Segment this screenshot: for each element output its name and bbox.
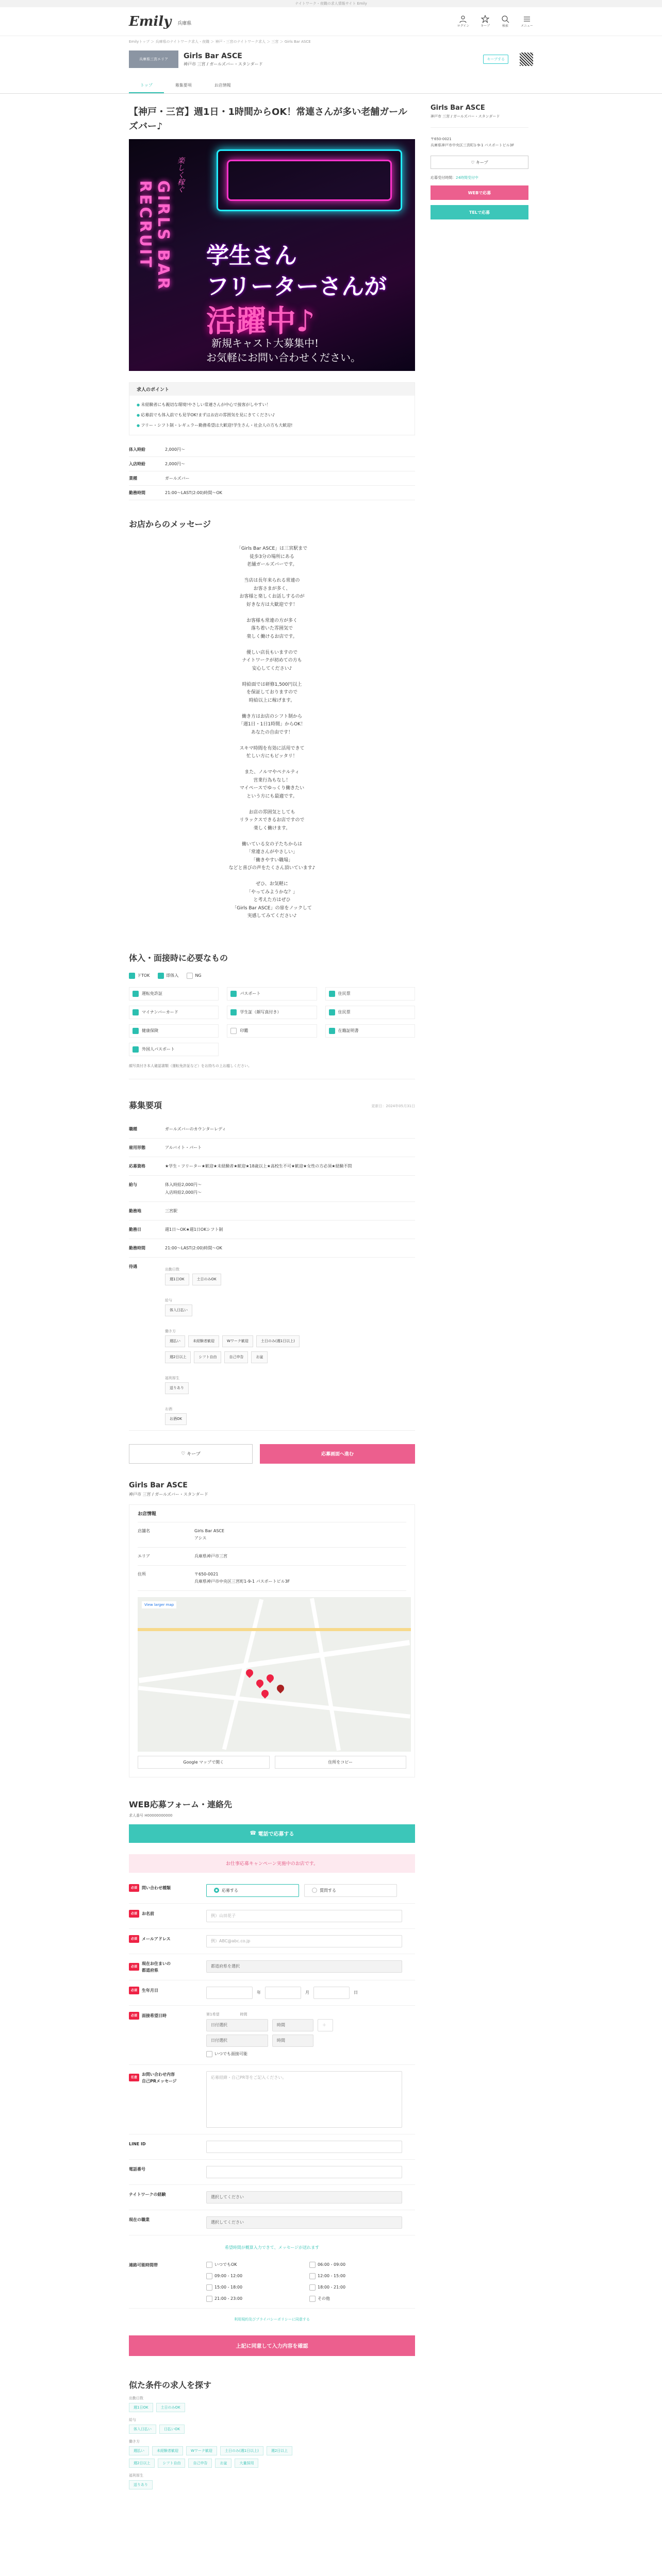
similar-tag[interactable]: 土日のみ(週1日以上) — [220, 2446, 263, 2455]
topbar: ナイトワーク・夜職の求人情報サイト Emily — [0, 0, 662, 7]
benefit-tag: 土日のみ(週1日以上) — [256, 1335, 300, 1347]
requirements-note: 顔写真付き本人確認書類（運転免許証など）をお持ちの上お越しください。 — [129, 1063, 252, 1068]
benefit-tag: 未経験者歓迎 — [188, 1335, 219, 1347]
qr-code-icon — [520, 53, 533, 66]
shop-info-category: 神戸市 三宮 / ガールズバー・スタンダード — [129, 1492, 208, 1497]
similar-tag[interactable]: 日払いOK — [159, 2425, 185, 2434]
campaign-banner: お仕事応募キャンペーン実施中のお店です。 — [129, 1854, 415, 1873]
job-point: ● 応募前でも体入前でも見学OK!まずはお店の雰囲気を見にきてください♪ — [137, 410, 407, 420]
recruit-row: 勤務地 三宮駅 — [129, 1202, 415, 1221]
tab-top[interactable]: トップ — [129, 78, 164, 93]
requirement-item: 運転免許証 — [129, 987, 219, 1001]
job-points — [129, 382, 415, 435]
summary-table — [129, 443, 415, 500]
benefit-tag: 送りあり — [165, 1382, 189, 1394]
similar-tag[interactable]: 大量採用 — [235, 2459, 258, 2468]
availability-note: 希望時間が概算入力できて、メッセージが送れます — [224, 2245, 320, 2250]
similar-tag[interactable]: Wワーク歓迎 — [186, 2446, 217, 2455]
inquiry-type-question[interactable]: 質問する — [304, 1884, 397, 1897]
anytime-interview-checkbox[interactable]: いつでも面接可能 — [206, 2051, 247, 2057]
summary-row: 入店時給 2,000円〜 — [129, 457, 415, 471]
apply-button[interactable]: 応募画面へ進む — [260, 1444, 415, 1464]
shop-category: 神戸市 三宮 / ガールズバー・スタンダード — [184, 61, 263, 66]
search-icon — [501, 15, 509, 23]
heart-icon: ♡ — [181, 1451, 187, 1456]
similar-tag[interactable]: 未経験者歓迎 — [152, 2446, 183, 2455]
tel-apply-button[interactable]: ☎ 電話で応募する — [129, 1824, 415, 1843]
benefit-tag: 土日のみOK — [192, 1274, 221, 1285]
summary-row: 勤務時間 21:00〜LAST(2:00)時間〜OK — [129, 486, 415, 500]
benefit-tag: 自己申告 — [224, 1351, 248, 1363]
recruit-row: 勤務日 週1日〜OK★週1日OKシフト制 — [129, 1221, 415, 1239]
keep-button[interactable]: ♡ キープ — [129, 1444, 253, 1464]
add-date-button[interactable]: ＋ — [318, 2019, 333, 2031]
side-keep-button[interactable]: ♡ キープ — [431, 156, 528, 169]
check-icon — [187, 973, 193, 979]
choice-ng: NG — [187, 973, 201, 979]
hero-line3: 活躍中♪ — [206, 303, 316, 338]
similar-tag[interactable]: 送りあり — [129, 2480, 153, 2489]
contact-time-options — [206, 2262, 402, 2302]
similar-tag[interactable]: シフト自由 — [158, 2459, 185, 2468]
shop-info-name: Girls Bar ASCE — [129, 1481, 188, 1489]
interview-date-select-2[interactable]: 日付選択 — [206, 2035, 268, 2047]
benefit-tag: 週1日OK — [165, 1274, 189, 1285]
hero-line2: フリーターさんが — [206, 274, 387, 300]
time-option[interactable]: 21:00 - 23:00 — [206, 2296, 299, 2302]
job-point: ● 未経験者にも親切な環境!やさしい常連さんが中心で接客がしやすい！ — [137, 400, 407, 410]
requirements-heading: 体入・面接時に必要なもの — [129, 953, 228, 963]
benefit-tag: Wワーク歓迎 — [222, 1335, 253, 1347]
requirement-item: パスポート — [227, 987, 317, 1001]
job-title: 【神戸・三宮】週1日・1時間からOK！常連さんが多い老舗ガールズバー♪ — [129, 107, 407, 132]
requirement-item: 印鑑 — [227, 1024, 317, 1038]
recruit-row: 勤務時間 21:00〜LAST(2:00)時間〜OK — [129, 1239, 415, 1258]
shop-bar — [0, 47, 662, 71]
side-web-apply-button[interactable]: WEBで応募 — [431, 185, 528, 200]
tab-recruit[interactable]: 募集要項 — [175, 83, 192, 88]
hero-line4: 新規キャスト大募集中! — [211, 337, 319, 349]
requirement-item: 学生証（顔写真付き） — [227, 1006, 317, 1019]
login-button[interactable] — [457, 15, 470, 28]
phone-input[interactable] — [206, 2166, 402, 2178]
similar-tag[interactable]: 土日のみOK — [156, 2403, 185, 2412]
inquiry-type-apply[interactable]: 応募する — [206, 1884, 299, 1897]
similar-heading: 似た条件の求人を探す — [129, 2380, 212, 2390]
time-option[interactable]: 09:00 - 12:00 — [206, 2273, 299, 2279]
time-option[interactable]: 12:00 - 15:00 — [309, 2273, 402, 2279]
keep-list-button[interactable] — [481, 15, 490, 28]
occupation-select[interactable]: 選択してください — [206, 2216, 402, 2229]
requirement-item: 健康保険 — [129, 1024, 219, 1038]
birth-day-input[interactable] — [313, 1987, 350, 1999]
time-option[interactable]: いつでもOK — [206, 2262, 299, 2268]
prefecture-select[interactable]: 都道府県を選択 — [206, 1960, 402, 1973]
search-button[interactable] — [501, 15, 509, 28]
menu-button[interactable] — [521, 15, 533, 28]
login-label: ログイン — [457, 24, 470, 28]
shop-name: Girls Bar ASCE — [184, 52, 242, 60]
requirement-item: 在籍証明書 — [325, 1024, 415, 1038]
requirement-item: 住民票 — [325, 987, 415, 1001]
recruit-row: 応募資格 ★学生・フリーター★歓迎★未経験者★歓迎★18歳以上★高校生不可★歓迎★女性の方必須★経験不問 — [129, 1157, 415, 1176]
benefit-tag: お盆 — [251, 1351, 268, 1363]
similar-tag[interactable]: 週払い — [129, 2446, 149, 2455]
side-address: 〒650-0021 兵庫県神戸市中央区三宮町1-9-1 パスポートビル3F — [431, 137, 515, 147]
check-icon — [158, 973, 164, 979]
interview-time-select-2[interactable]: 時間 — [272, 2035, 313, 2047]
requirements-box — [129, 973, 415, 1079]
interview-time-select[interactable]: 時間 — [272, 2019, 313, 2031]
submit-button[interactable]: 上記に同意して入力内容を確認 — [129, 2335, 415, 2356]
map-view-larger[interactable]: View larger map — [142, 1601, 176, 1608]
hero-handwritten: 楽しく稼ぐ — [176, 157, 185, 193]
requirement-item: 住民票 — [325, 1006, 415, 1019]
time-option[interactable]: その他 — [309, 2296, 402, 2302]
similar-tags: 出勤日数 週1日OK 土日のみOK 給与 体入日払い 日払いOK 働き方 週払い 未経験者歓迎 Wワーク歓迎 土日のみ(週1日以上) 週2日以上 週2日以上 シフト自由 自己申告 お盆 大量採用 福利厚生 送りあり — [129, 2396, 415, 2489]
hero-line1: 学生さん — [206, 243, 297, 269]
job-point: ● フリー・シフト制・レギュラー勤務希望は大歓迎!学生さん・社会人の方も大歓迎! — [137, 420, 407, 431]
recruit-heading: 募集要項 — [129, 1100, 162, 1110]
area-label[interactable]: 兵庫県 — [177, 21, 192, 26]
copy-address-button[interactable]: 住所をコピー — [275, 1756, 407, 1769]
requirement-item: マイナンバーカード — [129, 1006, 219, 1019]
benefit-tag: 週2日以上 — [165, 1351, 191, 1363]
breadcrumb[interactable]: Emilyトップ ＞ 兵庫県のナイトワーク求人・夜職 ＞ 神戸・三宮のナイトワーク求人 ＞ 三宮 ＞ Girls Bar ASCE — [129, 40, 311, 44]
site-header — [0, 7, 662, 36]
menu-icon — [523, 15, 531, 23]
side-shop-category: 神戸市 三宮 / ガールズバー・スタンダード — [431, 114, 500, 118]
hero-image — [129, 139, 415, 371]
line-id-input[interactable] — [206, 2141, 402, 2153]
recruit-row: 給与 体入時給2,000円〜 入店時給2,000円〜 — [129, 1176, 415, 1202]
star-icon — [481, 15, 489, 23]
form-heading: WEB応募フォーム・連絡先 — [129, 1799, 232, 1809]
choice-ok: ドTOK — [129, 973, 150, 979]
message-textarea[interactable]: 応募経緯・自己PR等をご記入ください。 — [206, 2071, 402, 2128]
similar-tag[interactable]: 週1日OK — [129, 2403, 153, 2412]
requirement-item: 外国人パスポート — [129, 1043, 219, 1056]
recruit-table — [129, 1120, 415, 1431]
open-google-maps-button[interactable]: Google マップで開く — [138, 1756, 270, 1769]
shop-info-section: Girls Bar ASCE 神戸市 三宮 / ガールズバー・スタンダード お店情報 店舗名 Girls Bar ASCE アシス エリア 兵庫県神戸市三宮 住所 〒650-0021 兵庫県神戸市中央区三宮町1-9-1 パスポートビル3F View larger map Google マップで開く 住所をコピー — [129, 1481, 415, 1777]
keep-shop-button[interactable]: キープする — [483, 55, 508, 64]
email-input[interactable]: 例）ABC@abc.co.jp — [206, 1935, 402, 1947]
hero-line5: お気軽にお問い合わせください。 — [206, 351, 361, 364]
updated-date: 更新日：2024年05月31日 — [371, 1104, 415, 1108]
google-map[interactable] — [138, 1597, 411, 1752]
similar-tag[interactable]: お盆 — [215, 2459, 231, 2468]
phone-icon: ☎ — [250, 1831, 258, 1836]
form-subtitle: 求人番号 H00000000000 — [129, 1813, 173, 1818]
application-form: 必須 問い合わせ種類 応募する 質問する 必須 お名前 例）山田花子 必須 メールアドレス 例）ABC@abc.co.jp 必須 現在お住まいの 都道府県 都道府県を選択 必須 生年月日 年 月 日 必須 面接希望日時 第1希望 時間 日付選択 時間 ＋ 日付選択 時間 いつでも面接可能 任意 お問い合わせ内容 自己PRメッセージ 応募経緯・自己PR等をご記入ください。 LINE ID 電話番号 ナイトワークの経験 選択してください 現在の職業 選択してください — [129, 1878, 415, 2235]
shop-info-heading: お店情報 — [138, 1505, 406, 1522]
birth-year-input[interactable] — [206, 1987, 253, 1999]
similar-tag[interactable]: 週2日以上 — [267, 2446, 292, 2455]
time-option[interactable]: 06:00 - 09:00 — [309, 2262, 402, 2268]
shop-message: 「Girls Bar ASCE」は三宮駅まで 徒歩3分の場所にある 老舗ガールズバーです。 当店は長年来られる常連の お客さまが多く、 お客様と楽しくお話しするのが 好きな方は大歓迎です！ お客様も常連の方が多く 落ち着いた雰囲気で 楽しく働けるお店です。 優しい店長もいますので ナイトワークが初めての方も 安心してください♪ 時給面では研修1,500円以上 を保証しておりますので 時給以上に稼げます。 働き方はお店のシフト制から 「週1日・1日1時間」からOK！ あなたの自由です！ スキマ時間を有効に活用できて 忙しい方にもピッタリ！ また、ノルマやペナルティ 営業行為もなし！ マイペースでゆっくり働きたい という方にも最適です。 お店の雰囲気としても リラックスできるお店ですので 楽しく働けます。 働いている女の子たちからは 「常連さんがやさしい」 「働きやすい職場」 などと喜びの声をたくさん頂いています♪ ぜひ、お気軽に 「やってみようかな？」 と考えた方はぜひ 「Girls Bar ASCE」の扉をノックして 実感してみてください♪ — [228, 546, 316, 919]
recruit-row: 雇用形態 アルバイト・パート — [129, 1139, 415, 1157]
sidebar: Girls Bar ASCE 神戸市 三宮 / ガールズバー・スタンダード 〒650-0021 兵庫県神戸市中央区三宮町1-9-1 パスポートビル3F ♡ キープ 応募受付時間：24時間受付中 WEBで応募 TELで応募 — [431, 94, 528, 2489]
menu-label: メニュー — [520, 24, 533, 28]
page-tabs — [0, 78, 662, 94]
keep-label: キープ — [481, 24, 490, 28]
benefit-tag: 体入日払い — [165, 1304, 192, 1316]
message-heading: お店からのメッセージ — [129, 519, 211, 529]
benefit-tag: お酒OK — [165, 1413, 187, 1425]
similar-tag[interactable]: 週2日以上 — [129, 2459, 155, 2468]
experience-select[interactable]: 選択してください — [206, 2191, 402, 2204]
user-icon — [459, 15, 467, 23]
job-points-heading: 求人のポイント — [129, 383, 415, 396]
benefits-row: 待遇 出勤日数 週1日OK 土日のみOK 給与 体入日払い 働き方 週払い 未経験者歓迎 Wワーク歓迎 土日のみ(週1日以上) 週2日以上 シフト自由 自己申告 お盆 福利厚生 送りあり お酒 お酒OK — [129, 1258, 415, 1431]
time-option[interactable]: 18:00 - 21:00 — [309, 2284, 402, 2291]
shop-thumbnail: 兵庫県三宮エリア — [129, 50, 178, 68]
recruit-row: 職種 ガールズバーのカウンターレディ — [129, 1120, 415, 1139]
interview-date-select[interactable]: 日付選択 — [206, 2019, 268, 2031]
main-content: 【神戸・三宮】週1日・1時間からOK！常連さんが多い老舗ガールズバー♪ 楽しく稼ぐ GIRLS BAR RECRUIT 学生さん フリーターさんが 活躍中♪ 新規キャスト大募集中! お気軽にお問い合わせください。 求人のポイント ● 未経験者にも親切な環境!やさしい常連さんが中心で接客がしやすい！ ● 応募前でも体入前でも見学OK!まずはお店の雰囲気を見にきてください♪ ● フリー・シフト制・レギュラー勤務希望は大歓迎!学生さん・社会人の方も大歓迎! 体入時給 2,000円〜 入店時給 2,000円〜 業種 ガールズバー 勤務時間 21:00〜LAST(2:00)時間〜OK お店からのメッセージ 「Girls Bar ASCE」は三宮駅まで 徒歩3分の場所にある 老舗ガールズバーです。 当店は長年来られる常連の お客さまが多く、 お客様と楽しくお話しするのが 好きな方は大歓迎です！ お客様も常連の方が多く 落ち着いた雰囲気で 楽しく働けるお店です。 優しい店長もいますので ナイトワークが初めての方も 安心してください♪ 時給面では研修1,500円以上 を保証しておりますので 時給以上に稼げます。 働き方はお店のシフト制から 「週1日・1日1時間」からOK！ あなたの自由です！ スキマ時間を有効に活用できて 忙しい方にもピッタリ！ また、ノルマやペナルティ 営業行為もなし！ マイペースでゆっくり働きたい という方にも最適です。 お店の雰囲気としても リラックスできるお店ですので 楽しく働けます。 働いている女の子たちからは 「常連さんがやさしい」 「働きやすい職場」 などと喜びの声をたくさん頂いています♪ ぜひ、お気軽に 「やってみようかな？」 と考えた方はぜひ 「Girls Bar ASCE」の扉をノックして 実感してみてください♪ 体入・面接時に必要なもの ドTOK 即体入 NG 運転免許証 パスポート 住民票 マイナンバーカード 学生証（顔写真付き） 住民票 健康保険 印鑑 在籍証明書 外国人パスポート 顔写真付き本人確認書類（運転免許証など）をお持ちの上お越しください。 募集要項 更新日：2024年05月31日 職種 ガールズバーのカウンターレディ 雇用形態 アルバイト・パート 応募資格 ★学生・フリーター★歓迎★未経験者★歓迎★18歳以上★高校生不可★歓迎★女性の方必須★経験不問 給与 体入時給2,000円〜 入店時給2,000円〜 勤務地 三宮駅 勤務日 週1日〜OK★週1日OKシフト制 勤務時間 21:00〜LAST(2:00)時間〜OK 待遇 出勤日数 週1日OK 土日のみOK 給与 体入日払い 働き方 週払い 未経験者歓迎 Wワーク歓迎 土日のみ(週1日以上) 週2日以上 シフト自由 自己申告 お盆 福利厚生 送りあり お酒 お酒OK ♡ キープ 応募画面へ進む Girls Bar ASCE 神戸市 三宮 / ガールズバー・スタンダード お店情報 店舗名 Girls Bar ASCE アシス エリア 兵庫県神戸市三宮 住所 〒650-0021 兵庫県神戸市中央区三宮町1-9-1 パスポートビル3F View larger map Google マップで開く 住所をコピー WEB応募フォーム・連絡先 求人番号 H00000000000 ☎ 電話で応募する お仕事応募キャンペーン実施中のお店です。 必須 問い合わせ種類 応募する 質問する 必須 お名前 例）山田花子 必須 メールアドレス 例）ABC@abc.co.jp 必須 現在お住まいの 都道府県 都道府県を選択 必須 生年月日 年 月 日 必須 面接希望日時 第1希望 時間 日付選択 時間 ＋ 日付選択 時間 いつでも面接可能 任意 お問い合わせ内容 自己PRメッセージ 応募経緯・自己PR等をご記入ください。 LINE ID 電話番号 ナイトワークの経験 選択してください 現在の職業 選択してください 希望時間が概算入力できて、メッセージが送れます 連絡可能時間帯 いつでもOK 06:00 - 09:00 09:00 - 12:00 12:00 - 15:00 15:00 - 18:00 18:00 - 21:00 21:00 - 23:00 その他 利用規約及びプライバシーポリシーに同意する 上記に同意して入力内容を確認 似た条件の求人を探す 出勤日数 週1日OK 土日のみOK 給与 体入日払い 日払いOK 働き方 週払い 未経験者歓迎 Wワーク歓迎 土日のみ(週1日以上) 週2日以上 週2日以上 シフト自由 自己申告 お盆 大量採用 福利厚生 送りあり — [129, 94, 415, 2489]
time-option[interactable]: 15:00 - 18:00 — [206, 2284, 299, 2291]
similar-tag[interactable]: 自己申告 — [188, 2459, 212, 2468]
summary-row: 業種 ガールズバー — [129, 471, 415, 486]
benefit-tag: 週払い — [165, 1335, 185, 1347]
summary-row: 体入時給 2,000円〜 — [129, 443, 415, 457]
site-logo[interactable]: Emily — [129, 13, 172, 29]
check-icon — [129, 973, 135, 979]
terms-link[interactable]: 利用規約及びプライバシーポリシーに同意する — [234, 2317, 310, 2321]
similar-tag[interactable]: 体入日払い — [129, 2425, 156, 2434]
heart-icon: ♡ — [471, 160, 476, 165]
tab-shop-info[interactable]: お店情報 — [214, 83, 231, 88]
hero-vertical-text: GIRLS BAR RECRUIT — [136, 180, 172, 292]
birth-month-input[interactable] — [265, 1987, 301, 1999]
benefit-tag: シフト自由 — [194, 1351, 221, 1363]
choice-trial: 即体入 — [158, 973, 178, 979]
name-input[interactable]: 例）山田花子 — [206, 1910, 402, 1922]
side-shop-name: Girls Bar ASCE — [431, 104, 485, 112]
side-tel-apply-button[interactable]: TELで応募 — [431, 205, 528, 219]
search-label: 検索 — [502, 24, 508, 28]
